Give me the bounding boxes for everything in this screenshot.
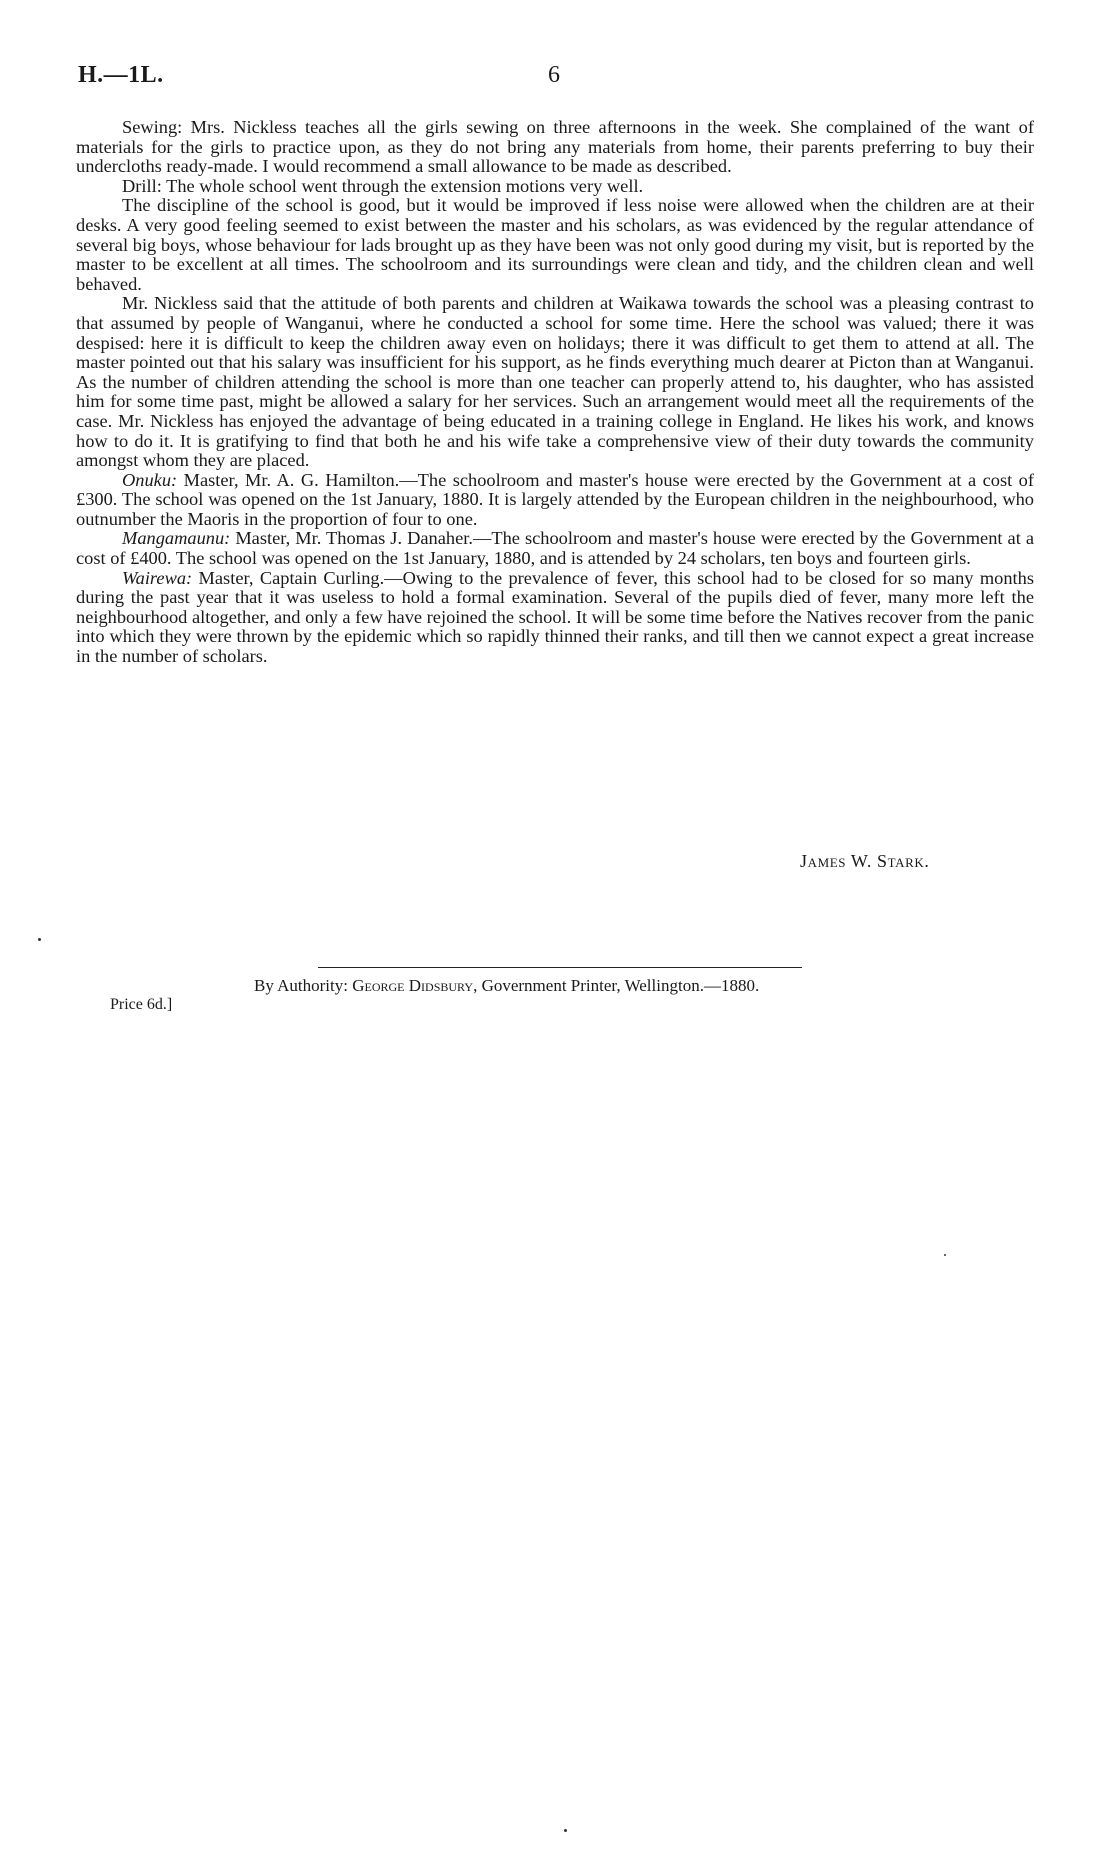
body-paragraph (76, 471, 1034, 530)
paragraph-text: Drill: The whole school went through the extension motions very well. (122, 175, 644, 196)
scan-speck (564, 1829, 567, 1832)
school-name-italic: Onuku: (122, 469, 178, 490)
body-paragraph (76, 294, 1034, 470)
school-name-italic: Wairewa: (122, 567, 193, 588)
author-signature: James W. Stark. (800, 851, 930, 871)
school-name-italic: Mangamaunu: (122, 528, 231, 549)
paragraph-text: Master, Mr. Thomas J. Danaher.—The schoolroom and master's house were erected by the Government at a cost of £400. The school was opened on the 1st January, 1880, and is attended by 24 scholars, ten boys and fourteen girls. (76, 528, 1034, 569)
paragraph-text: Mr. Nickless said that the attitude of both parents and children at Waikawa towards the school was a pleasing contrast to that assumed by people of Wanganui, where he conducted a school for some time. Here the school was valued; there it was despised: here it is difficult to keep the children away even on holidays; there it was difficult to get them to attend at all. The master pointed out that his salary was insufficient for his support, as he finds everything much dearer at Picton than at Wanganui. As the number of children attending the school is more than one teacher can properly attend to, his daughter, who has assisted him for some time past, might be allowed a salary for her services. Such an arrangement would meet all the requirements of the case. Mr. Nickless has enjoyed the advantage of being educated in a training college in England. He likes his work, and knows how to do it. It is gratifying to find that both he and his wife take a comprehensive view of their duty towards the community amongst whom they are placed. (76, 293, 1034, 471)
body-paragraph (76, 118, 1034, 177)
report-body (76, 118, 1034, 667)
paragraph-text: Master, Captain Curling.—Owing to the prevalence of fever, this school had to be closed for so many months during the past year that it was useless to hold a formal examination. Several of the pupils died of fever, many more left the neighbourhood altogether, and only a few have rejoined the school. It will be some time before the Natives recover from the panic into which they were thrown by the epidemic which so rapidly thinned their ranks, and till then we cannot expect a great increase in the number of scholars. (76, 567, 1034, 667)
footer-rule (318, 967, 802, 968)
imprint-suffix: , Government Printer, Wellington.—1880. (473, 976, 760, 995)
price-label: Price 6d.] (110, 996, 173, 1013)
body-paragraph (76, 529, 1034, 568)
imprint-prefix: By Authority: (254, 976, 353, 995)
scan-speck (38, 938, 41, 941)
paragraph-text: The discipline of the school is good, but it would be improved if less noise were allowed when the children are at their desks. A very good feeling seemed to exist between the master and his scholars, as was evidenced by the regular attendance of several big boys, whose behaviour for lads brought up as they have been was not only good during my visit, but is reported by the master to be excellent at all times. The schoolroom and its surroundings were clean and tidy, and the children clean and well behaved. (76, 195, 1034, 294)
printer-imprint (254, 976, 759, 996)
body-paragraph (76, 569, 1034, 667)
body-paragraph (76, 177, 1034, 197)
document-reference: H.—1L. (78, 62, 164, 88)
paragraph-text: Sewing: Mrs. Nickless teaches all the girls sewing on three afternoons in the week. She complained of the want of materials for the girls to practice upon, as they do not bring any materials from home, their parents preferring to buy their undercloths ready-made. I would recommend a small allowance to be made as described. (76, 117, 1034, 177)
scan-speck (944, 1254, 946, 1256)
paragraph-text: Master, Mr. A. G. Hamilton.—The schoolroom and master's house were erected by the Government at a cost of £300. The school was opened on the 1st January, 1880. It is largely attended by the European children in the neighbourhood, who outnumber the Maoris in the proportion of four to one. (76, 469, 1034, 529)
body-paragraph (76, 196, 1034, 294)
page-number: 6 (548, 62, 560, 88)
imprint-printer-name: George Didsbury (352, 976, 474, 995)
